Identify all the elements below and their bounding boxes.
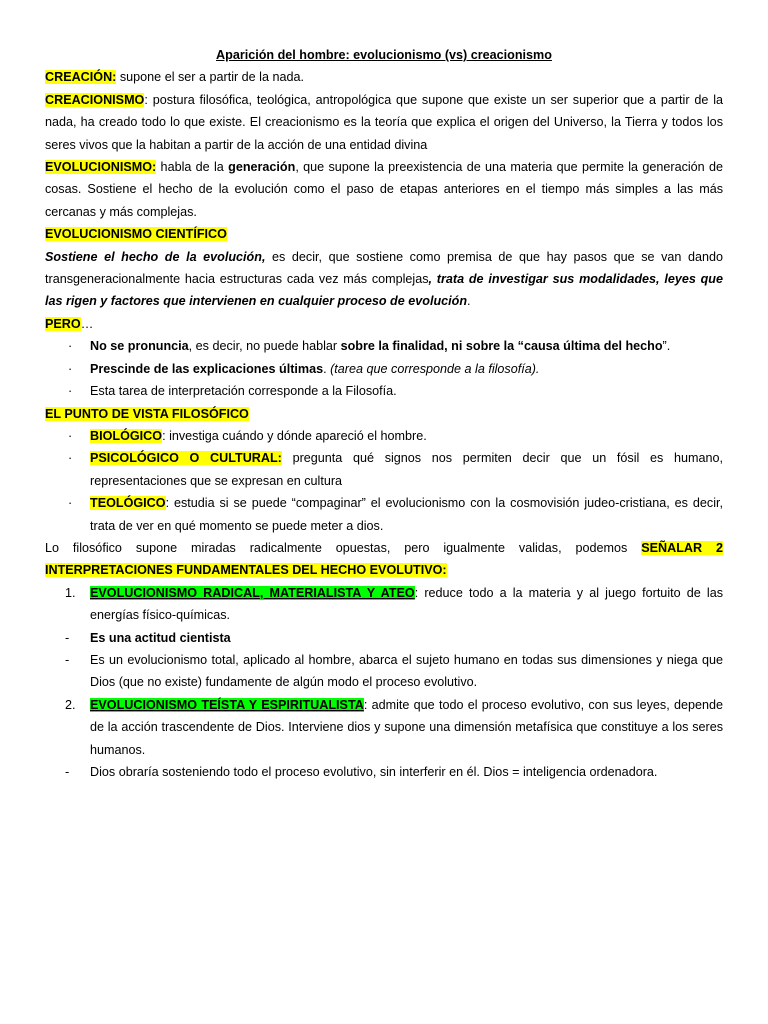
creacionismo-paragraph xyxy=(45,89,723,156)
dash-marker: - xyxy=(65,630,70,645)
psicologico-text: pregunta qué signos nos permiten decir que un fósil es humano, representaciones que se expresan en cultura xyxy=(90,451,724,488)
pero-ellipsis: … xyxy=(80,316,94,331)
evolucionismo-text: habla de la xyxy=(156,160,229,175)
pero-item-3-text: Esta tarea de interpretación corresponde a la Filosofía. xyxy=(90,384,397,399)
pero-item-1 xyxy=(45,335,723,357)
biologico-text: : investiga cuándo y dónde apareció el hombre. xyxy=(162,428,427,443)
list-number: 2. xyxy=(65,697,76,712)
dash-marker: - xyxy=(65,765,70,779)
pero-item-1-bold-2: sobre la finalidad, ni sobre la “causa última del hecho xyxy=(340,339,663,354)
pero-item-1-bold: No se pronuncia xyxy=(90,339,189,354)
pero-item-2-text: . xyxy=(323,361,331,376)
biologico-term: BIOLÓGICO xyxy=(90,428,163,443)
pero-line xyxy=(45,313,723,335)
teologico-text: : estudia si se puede “compaginar” el evolucionismo con la cosmovisión judeo-cristiana, es decir, trata de ver en qué momento se puede meter a dios. xyxy=(90,496,723,533)
cientifico-lead: Sostiene el hecho de la evolución, xyxy=(45,249,266,264)
cientifico-heading xyxy=(45,223,723,245)
conclusion-text: Lo filosófico supone miradas radicalmente opuestas, pero igualmente validas, podemos xyxy=(45,540,642,555)
pero-item-1-end: ”. xyxy=(662,339,671,354)
psicologico-term: PSICOLÓGICO O CULTURAL: xyxy=(90,451,282,466)
conclusion-paragraph xyxy=(45,537,723,582)
creacion-term: CREACIÓN: xyxy=(45,70,117,85)
evolucionismo-term: EVOLUCIONISMO: xyxy=(45,160,157,175)
teista-text: : admite que todo el proceso evolutivo, con sus leyes, depende de la acción trascendente de Dios. Interviene dios y supone una dimensión metafísica que constituye a los seres humanos. xyxy=(90,697,723,757)
document-page xyxy=(45,44,723,783)
teologico-term: TEOLÓGICO xyxy=(90,496,166,511)
filosofico-item-2 xyxy=(45,447,723,492)
pero-item-2 xyxy=(45,358,723,380)
radical-text: : reduce todo a la materia y al juego fortuito de las energías físico-químicas. xyxy=(90,585,723,623)
cientifico-text: es decir, que sostiene como premisa de que hay pasos que se van dando transgeneracionalmente hacia estructuras cada vez más complejas xyxy=(45,249,723,287)
pero-term: PERO xyxy=(45,316,81,331)
interpretacion-2 xyxy=(45,694,723,761)
interpretacion-1-dash-1 xyxy=(45,627,723,649)
bullet-marker: · xyxy=(68,361,73,376)
dios-text: Dios obraría sosteniendo todo el proceso evolutivo, sin interferir en él. Dios = inteligencia ordenadora. xyxy=(90,765,658,779)
interpretacion-1 xyxy=(45,582,723,627)
list-number: 1. xyxy=(65,585,76,600)
filosofico-item-3 xyxy=(45,492,723,537)
bullet-marker: · xyxy=(68,451,73,466)
radical-term: EVOLUCIONISMO RADICAL, MATERIALISTA Y ATEO xyxy=(90,585,415,600)
interpretacion-2-dash-1 xyxy=(45,761,723,783)
generacion-bold: generación xyxy=(228,160,296,175)
interpretacion-1-dash-2 xyxy=(45,649,723,694)
cientista-text: Es una actitud cientista xyxy=(90,630,231,645)
filosofico-heading xyxy=(45,403,723,425)
filosofico-item-1 xyxy=(45,425,723,447)
pero-item-1-text: , es decir, no puede hablar xyxy=(188,339,341,354)
evolucionismo-text-2: , que supone la preexistencia de una materia que permite la generación de cosas. Sostiene el hecho de la evolución como el paso de etapas anteriores en el tiempo más simples a las más cercanas y más complejas. xyxy=(45,160,724,219)
creacion-paragraph xyxy=(45,66,723,88)
evolucionismo-paragraph xyxy=(45,156,723,223)
creacion-text: supone el ser a partir de la nada. xyxy=(116,70,305,85)
pero-item-2-bold: Prescinde de las explicaciones últimas xyxy=(90,361,324,376)
bullet-marker: · xyxy=(68,339,73,354)
creacionismo-text: : postura filosófica, teológica, antropológica que supone que existe un ser superior que a partir de la nada, ha creado todo lo que existe. El creacionismo es la teoría que explica el origen del Universo, la Tierra y todos los seres vivos que la habitan a partir de la acción de una entidad divina xyxy=(45,92,723,152)
cientifico-paragraph xyxy=(45,246,723,313)
cientifico-end: . xyxy=(467,294,471,309)
bullet-marker: · xyxy=(68,384,73,399)
conclusion-highlight-2: INTERPRETACIONES FUNDAMENTALES DEL HECHO EVOLUTIVO: xyxy=(45,563,447,578)
document-title: Aparición del hombre: evolucionismo (vs) creacionismo xyxy=(216,48,552,62)
filosofico-heading-text: EL PUNTO DE VISTA FILOSÓFICO xyxy=(45,406,249,421)
dash-marker: - xyxy=(65,652,70,667)
pero-item-3 xyxy=(45,380,723,402)
cientifico-emphasis: , trata de investigar sus modalidades, leyes que las rigen y factores que intervienen en cualquier proceso de evolución xyxy=(45,272,723,309)
creacionismo-term: CREACIONISMO xyxy=(45,92,145,107)
pero-item-2-italic: (tarea que corresponde a la filosofía). xyxy=(330,361,540,376)
teista-term: EVOLUCIONISMO TEÍSTA Y ESPIRITUALISTA xyxy=(90,697,364,712)
conclusion-highlight-1: SEÑALAR 2 xyxy=(641,540,724,555)
cientifico-heading-text: EVOLUCIONISMO CIENTÍFICO xyxy=(45,227,227,242)
bullet-marker: · xyxy=(68,496,73,511)
total-text: Es un evolucionismo total, aplicado al hombre, abarca el sujeto humano en todas sus dimensiones y niega que Dios (que no existe) fundamente de algún modo el proceso evolutivo. xyxy=(90,652,723,690)
bullet-marker: · xyxy=(68,428,73,443)
